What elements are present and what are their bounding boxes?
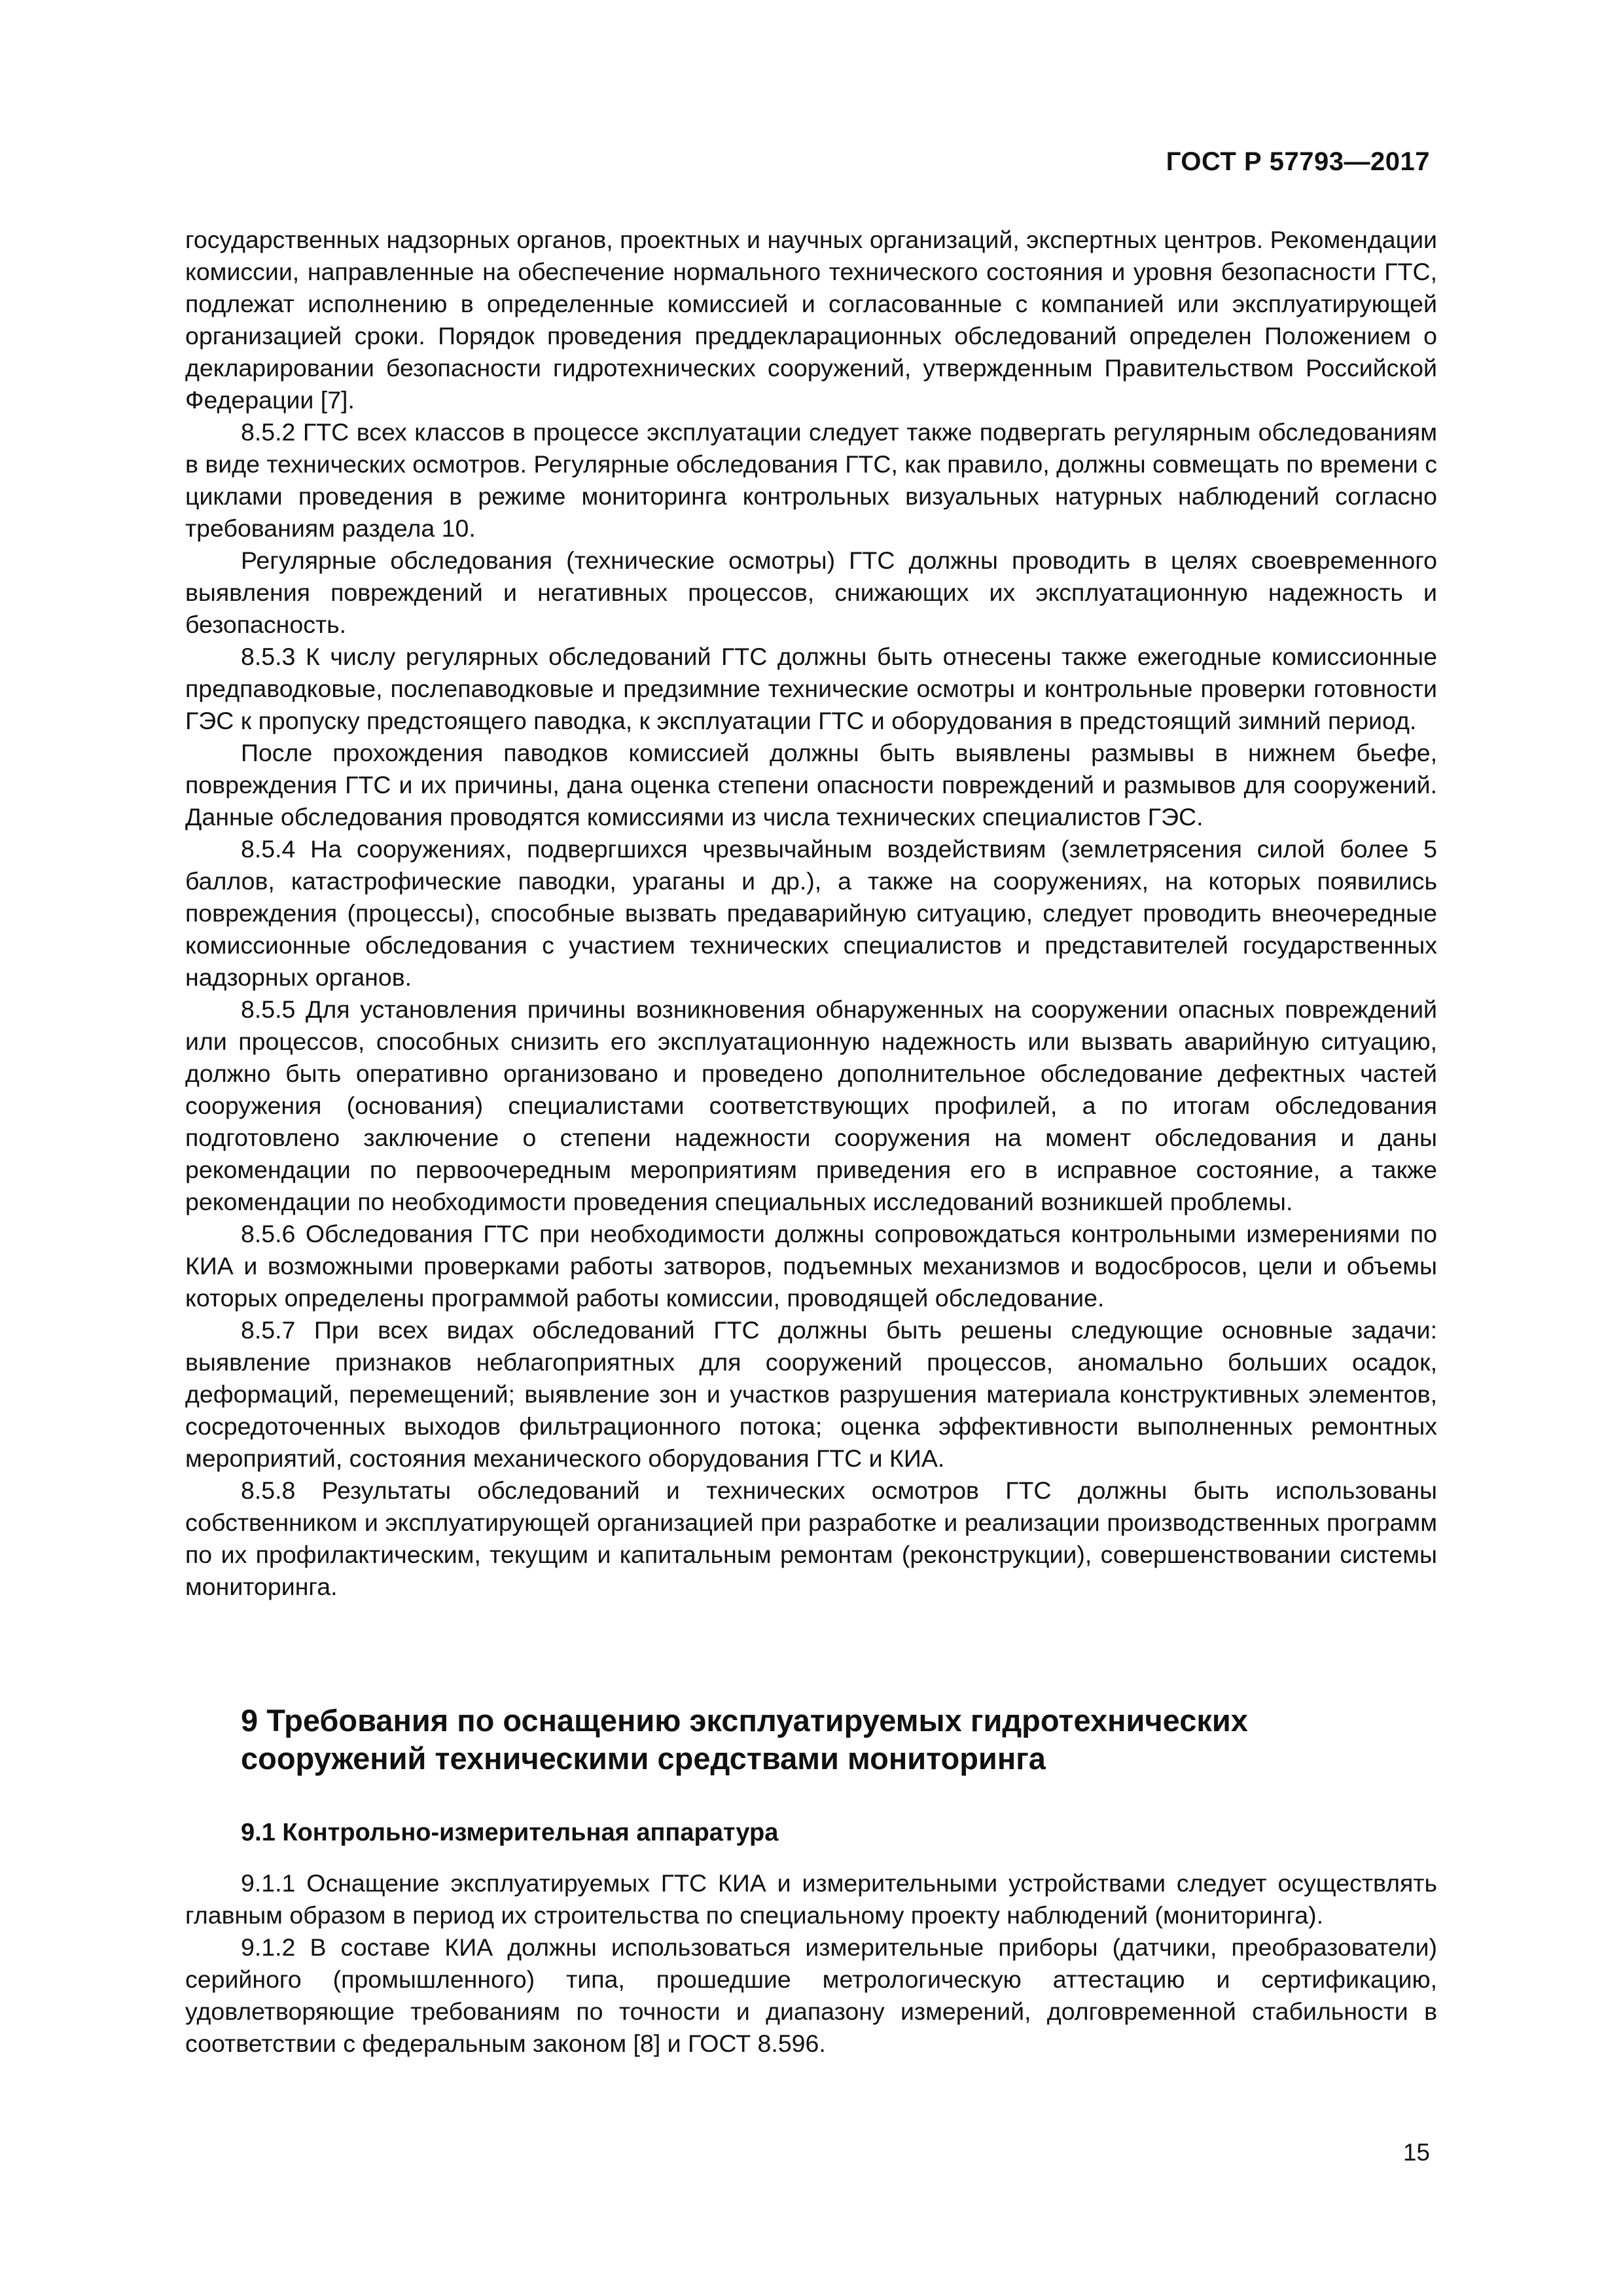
paragraph-after-floods: После прохождения паводков комиссией должны быть выявлены размывы в нижнем бьефе, повреждения ГТС и их причины, дана оценка степени опасности повреждений и размывов для сооружений. Данные обследования проводятся комиссиями из числа технических специалистов ГЭС.	[185, 739, 1437, 831]
paragraph-9-1-2: 9.1.2 В составе КИА должны использоваться измерительные приборы (датчики, преобразователи) серийного (промышленного) типа, прошедшие метрологическую аттестацию и сертификацию, удовлетворяющие требованиям по точности и диапазону измерений, долговременной стабильности в соответствии с федеральным законом [8] и ГОСТ 8.596.	[185, 1933, 1437, 2057]
paragraph-8-5-4: 8.5.4 На сооружениях, подвергшихся чрезвычайным воздействиям (землетрясения силой более 5 баллов, катастрофические паводки, ураганы и др.), а также на сооружениях, на которых появились повреждения (процессы), способные вызвать предаварийную ситуацию, следует проводить внеочередные комиссионные обследования с участием технических специалистов и представителей государственных надзорных органов.	[185, 835, 1437, 991]
paragraph-9-1-1: 9.1.1 Оснащение эксплуатируемых ГТС КИА и измерительными устройствами следует осуществлять главным образом в период их строительства по специальному проекту наблюдений (мониторинга).	[185, 1869, 1437, 1929]
paragraph-8-5-3: 8.5.3 К числу регулярных обследований ГТС должны быть отнесены также ежегодные комиссионные предпаводковые, послепаводковые и предзимние технические осмотры и контрольные проверки готовности ГЭС к пропуску предстоящего паводка, к эксплуатации ГТС и оборудования в предстоящий зимний период.	[185, 643, 1437, 734]
section-9-body	[185, 1867, 1437, 2060]
paragraph-8-5-5: 8.5.5 Для установления причины возникновения обнаруженных на сооружении опасных повреждений или процессов, способных снизить его эксплуатационную надежность или вызвать аварийную ситуацию, должно быть оперативно организовано и проведено дополнительное обследование дефектных частей сооружения (основания) специалистами соответствующих профилей, а по итогам обследования подготовлено заключение о степени надежности сооружения на момент обследования и даны рекомендации по первоочередным мероприятиям приведения его в исправное состояние, а также рекомендации по необходимости проведения специальных исследований возникшей проблемы.	[185, 996, 1437, 1215]
paragraph-8-5-2: 8.5.2 ГТС всех классов в процессе эксплуатации следует также подвергать регулярным обследованиям в виде технических осмотров. Регулярные обследования ГТС, как правило, должны совмещать по времени с циклами проведения в режиме мониторинга контрольных визуальных натурных наблюдений согласно требованиям раздела 10.	[185, 418, 1437, 542]
paragraph-8-5-6: 8.5.6 Обследования ГТС при необходимости должны сопровождаться контрольными измерениями по КИА и возможными проверками работы затворов, подъемных механизмов и водосбросов, цели и объемы которых определены программой работы комиссии, проводящей обследование.	[185, 1220, 1437, 1312]
subsection-9-1-title: 9.1 Контрольно-измерительная аппаратура	[241, 1819, 779, 1846]
document-code-header: ГОСТ Р 57793—2017	[1166, 147, 1430, 176]
section-9-title: 9 Требования по оснащению эксплуатируемых гидротехнических сооружений техническими средствами мониторинга	[241, 1703, 1248, 1776]
body-text-block	[185, 224, 1437, 1603]
paragraph-regular-inspections: Регулярные обследования (технические осмотры) ГТС должны проводить в целях своевременного выявления повреждений и негативных процессов, снижающих их эксплуатационную надежность и безопасность.	[185, 547, 1437, 638]
paragraph-8-5-8: 8.5.8 Результаты обследований и технических осмотров ГТС должны быть использованы собственником и эксплуатирующей организацией при разработке и реализации производственных программ по их профилактическим, текущим и капитальным ремонтам (реконструкции), совершенствовании системы мониторинга.	[185, 1477, 1437, 1600]
page-number: 15	[1402, 2139, 1430, 2166]
paragraph-8-5-7: 8.5.7 При всех видах обследований ГТС должны быть решены следующие основные задачи: выявление признаков неблагоприятных для сооружений процессов, аномально больших осадок, деформаций, перемещений; выявление зон и участков разрушения материала конструктивных элементов, сосредоточенных выходов фильтрационного потока; оценка эффективности выполненных ремонтных мероприятий, состояния механического оборудования ГТС и КИА.	[185, 1316, 1437, 1472]
paragraph-continuation: государственных надзорных органов, проектных и научных организаций, экспертных центров. Рекомендации комиссии, направленные на обеспечение нормального технического состояния и уровня безопасности ГТС, подлежат исполнению в определенные комиссией и согласованные с компанией или эксплуатирующей организацией сроки. Порядок проведения преддекларационных обследований определен Положением о декларировании безопасности гидротехнических сооружений, утвержденным Правительством Российской Федерации [7].	[185, 226, 1437, 414]
